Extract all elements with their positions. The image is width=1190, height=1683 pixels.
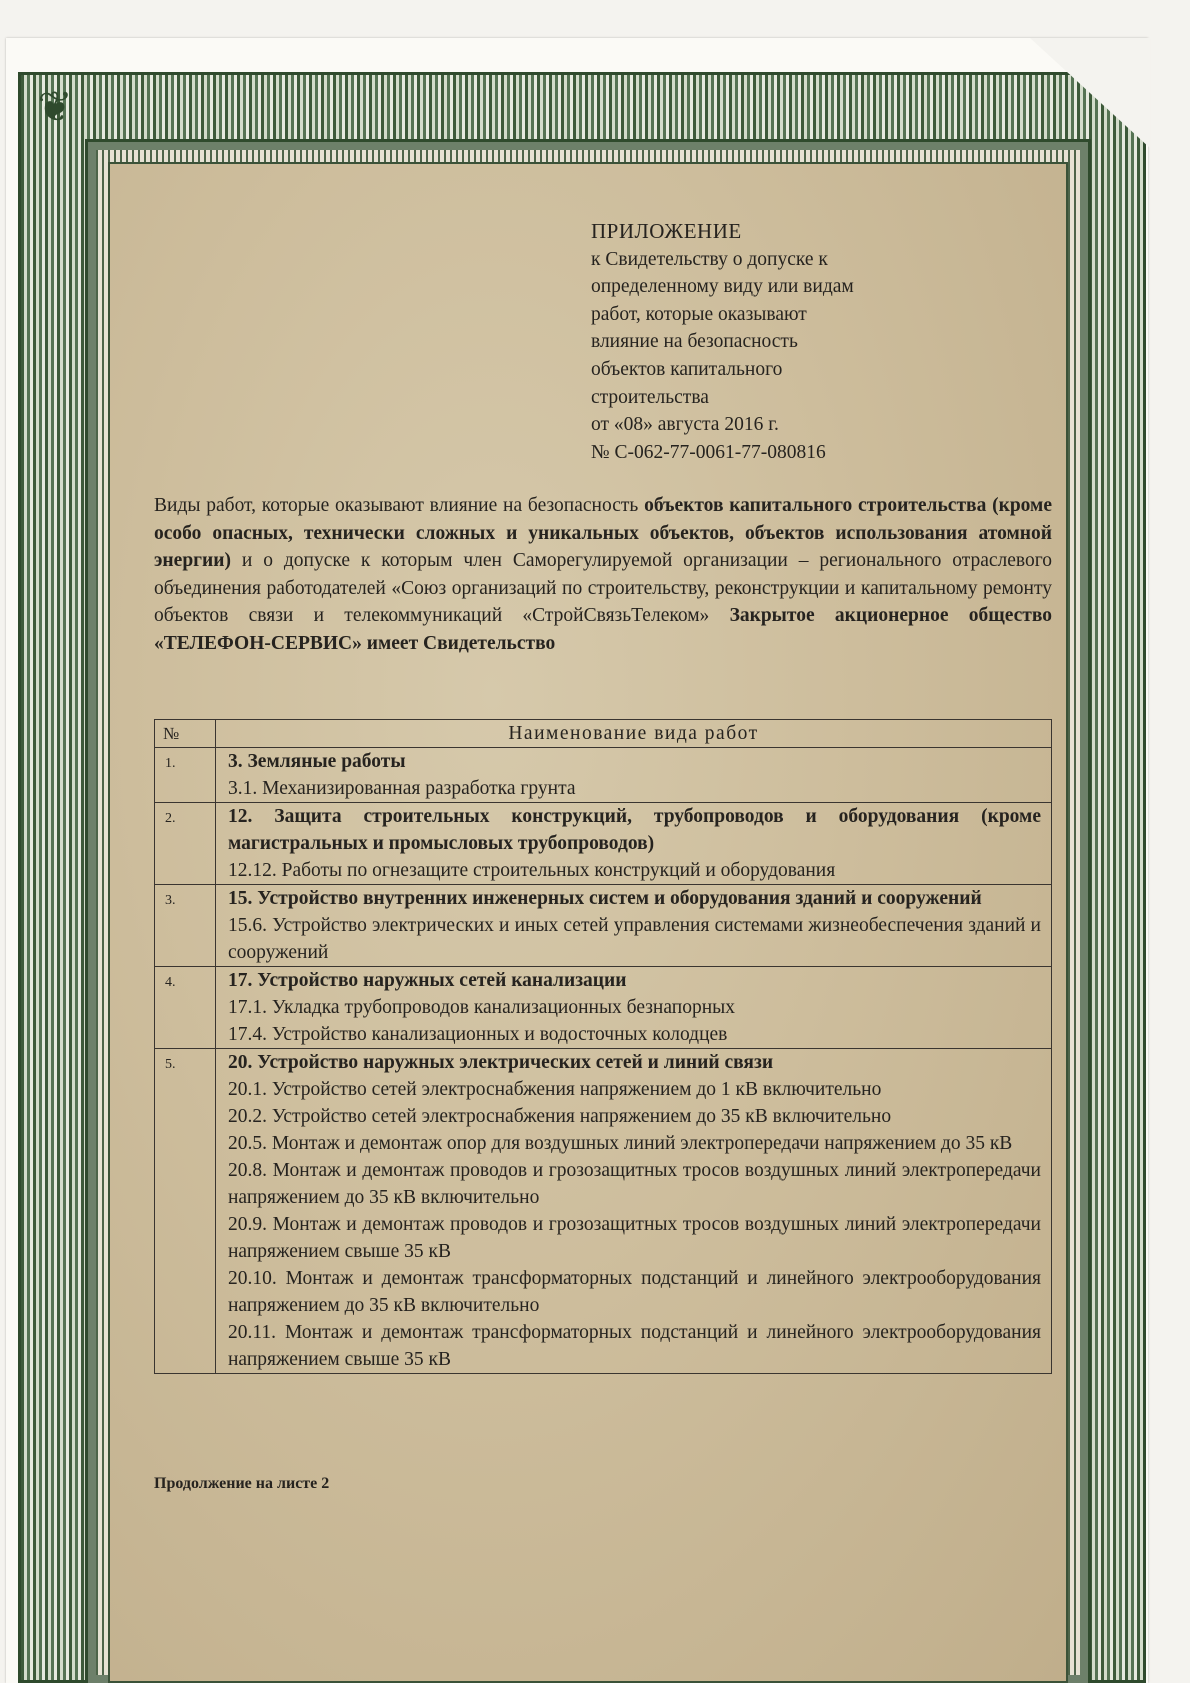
table-header-row xyxy=(155,720,1052,748)
continuation-note: Продолжение на листе 2 xyxy=(154,1475,330,1492)
table-row xyxy=(155,967,1052,1049)
work-group-heading: 15. Устройство внутренних инженерных систем и оборудования зданий и сооружений xyxy=(228,888,982,909)
intro-bold-objects: объектов капитального строительства (кроме особо опасных, технически сложных и уникальных объектов, объектов использования атомной энергии) xyxy=(154,495,1052,572)
row-content xyxy=(216,1049,1052,1374)
table-row xyxy=(155,1049,1052,1374)
work-item: 17.4. Устройство канализационных и водосточных колодцев xyxy=(228,1024,728,1045)
work-item: 12.12. Работы по огнезащите строительных конструкций и оборудования xyxy=(228,860,836,881)
annex-line: работ, которые оказывают xyxy=(591,303,807,325)
column-header-name: Наименование вида работ xyxy=(216,720,1052,748)
work-item: 20.10. Монтаж и демонтаж трансформаторных подстанций и линейного электрооборудования напряжением до 35 кВ включительно xyxy=(228,1268,1041,1316)
work-group-heading: 20. Устройство наружных электрических сетей и линий связи xyxy=(228,1052,774,1073)
intro-text: Виды работ, которые оказывают влияние на безопасность xyxy=(154,495,645,516)
work-group-heading: 12. Защита строительных конструкций, трубопроводов и оборудования (кроме магистральных и промысловых трубопроводов) xyxy=(228,806,1041,854)
annex-number: № С-062-77-0061-77-080816 xyxy=(591,441,826,463)
work-group-heading: 17. Устройство наружных сетей канализации xyxy=(228,970,627,991)
intro-text: и о допуске к которым член Саморегулируемой организации – регионального отраслевого объединения работодателей «Союз организаций по строительству, реконструкции и капитальному ремонту объектов связи и телекоммуникаций «СтройСвязьТелеком» xyxy=(154,550,1052,627)
work-item: 17.1. Укладка трубопроводов канализационных безнапорных xyxy=(228,997,735,1018)
annex-header xyxy=(591,218,1011,466)
column-header-number: № xyxy=(155,720,216,748)
work-item: 20.11. Монтаж и демонтаж трансформаторных подстанций и линейного электрооборудования напряжением свыше 35 кВ xyxy=(228,1322,1041,1370)
annex-line: определенному виду или видам xyxy=(591,276,854,298)
intro-bold-company: Закрытое акционерное общество «ТЕЛЕФОН-СЕРВИС» имеет Свидетельство xyxy=(154,605,1052,654)
row-number: 1. xyxy=(155,748,216,803)
work-item: 20.9. Монтаж и демонтаж проводов и грозозащитных тросов воздушных линий электропередачи напряжением свыше 35 кВ xyxy=(228,1214,1041,1262)
work-item: 15.6. Устройство электрических и иных сетей управления системами жизнеобеспечения зданий и сооружений xyxy=(228,915,1041,963)
row-number: 3. xyxy=(155,885,216,967)
annex-line: влияние на безопасность xyxy=(591,331,798,353)
annex-title: ПРИЛОЖЕНИЕ xyxy=(591,219,742,243)
row-content xyxy=(216,967,1052,1049)
annex-line: к Свидетельству о допуске к xyxy=(591,248,828,270)
annex-line: объектов капитального xyxy=(591,358,783,380)
work-group-heading: 3. Земляные работы xyxy=(228,751,406,772)
intro-paragraph xyxy=(154,492,1052,658)
table-row xyxy=(155,803,1052,885)
row-content xyxy=(216,803,1052,885)
row-number: 4. xyxy=(155,967,216,1049)
row-content xyxy=(216,748,1052,803)
work-item: 3.1. Механизированная разработка грунта xyxy=(228,778,576,799)
row-content xyxy=(216,885,1052,967)
work-item: 20.1. Устройство сетей электроснабжения напряжением до 1 кВ включительно xyxy=(228,1079,882,1100)
works-table xyxy=(154,719,1052,1374)
work-item: 20.5. Монтаж и демонтаж опор для воздушных линий электропередачи напряжением до 35 кВ xyxy=(228,1133,1013,1154)
row-number: 2. xyxy=(155,803,216,885)
work-item: 20.8. Монтаж и демонтаж проводов и грозозащитных тросов воздушных линий электропередачи напряжением до 35 кВ включительно xyxy=(228,1160,1041,1208)
annex-line: строительства xyxy=(591,386,709,408)
table-row xyxy=(155,748,1052,803)
table-row xyxy=(155,885,1052,967)
row-number: 5. xyxy=(155,1049,216,1374)
work-item: 20.2. Устройство сетей электроснабжения напряжением до 35 кВ включительно xyxy=(228,1106,892,1127)
annex-date: от «08» августа 2016 г. xyxy=(591,414,779,436)
ornament-icon: ❦ xyxy=(37,85,73,131)
